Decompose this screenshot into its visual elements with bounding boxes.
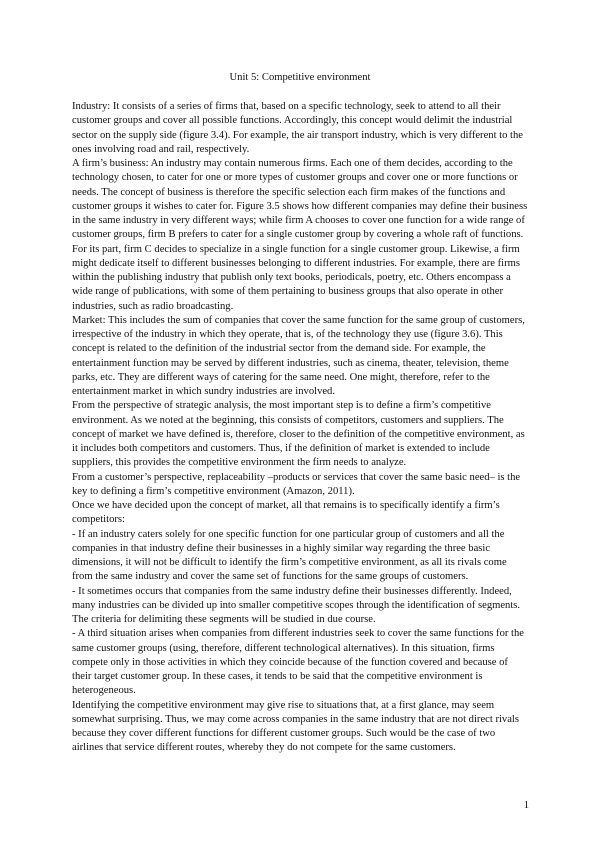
document-body bbox=[72, 100, 528, 756]
page-title: Unit 5: Competitive environment bbox=[229, 72, 371, 83]
paragraph-firms-business: A firm’s business: An industry may contain numerous firms. Each one of them decides, according to the technology chosen, to cater for one or more types of customer groups and cover one or more functions or needs. The concept of business is therefore the specific selection each firm makes of the functions and customer groups it wishes to cater for. Figure 3.5 shows how different companies may define their business in the same industry in very different ways; while firm A chooses to cover one function for a wide range of customer groups, firm B prefers to cater for a single customer group by covering a whole raft of functions. For its part, firm C decides to specialize in a single function for a single customer group. Likewise, a firm might dedicate itself to different businesses belonging to different industries. For example, there are firms within the publishing industry that publish only text books, periodicals, poetry, etc. Others encompass a wide range of publications, with some of them pertaining to business groups that also operate in other industries, such as radio broadcasting. bbox=[72, 158, 528, 312]
paragraph-strategic-analysis: From the perspective of strategic analysis, the most important step is to define a firm’s competitive environment. As we noted at the beginning, this consists of competitors, customers and suppliers. The concept of market we have defined is, therefore, closer to the definition of the competitive environment, as it includes both competitors and customers. Thus, if the definition of market is extended to include suppliers, this provides the competitive environment the firm needs to analyze. bbox=[72, 400, 525, 469]
paragraph-customer-perspective: From a customer’s perspective, replaceability –products or services that cover the same basic need– is the key to defining a firm’s competitive environment (Amazon, 2011). bbox=[72, 471, 521, 497]
paragraph-identify-competitors: Once we have decided upon the concept of market, all that remains is to specifically identify a firm’s competitors: bbox=[72, 500, 500, 526]
list-item-segments: - It sometimes occurs that companies from the same industry define their businesses differently. Indeed, many industries can be divided up into smaller competitive scopes through the identification of segments. The criteria for delimiting these segments will be studied in due course. bbox=[72, 585, 521, 625]
paragraph-surprising-situations: Identifying the competitive environment may give rise to situations that, at a first glance, may seem somewhat surprising. Thus, we may come across companies in the same industry that are not direct rivals because they cover different functions for different customer groups. Such would be the case of two airlines that service different routes, whereby they do not compete for the same customers. bbox=[72, 699, 519, 754]
paragraph-industry: Industry: It consists of a series of firms that, based on a specific technology, seek to attend to all their customer groups and cover all possible functions. Accordingly, this concept would delimit the industrial sector on the supply side (figure 3.4). For example, the air transport industry, which is very different to the ones involving road and rail, respectively. bbox=[72, 101, 524, 155]
list-item-different-industries: - A third situation arises when companies from different industries seek to cover the same functions for the same customer groups (using, therefore, different technological alternatives). In this situation, firms compete only in those activities in which they coincide because of the function covered and because of their target customer group. In these cases, it tends to be said that the competitive environment is heterogeneous. bbox=[72, 628, 524, 697]
list-item-single-function: - If an industry caters solely for one specific function for one particular group of customers and all the companies in that industry define their businesses in a highly similar way regarding the three basic dimensions, it will not be difficult to identify the firm’s competitive environment, as all its rivals come from the same industry and cover the same set of functions for the same groups of customers. bbox=[72, 528, 507, 583]
paragraph-market: Market: This includes the sum of companies that cover the same function for the same group of customers, irrespective of the industry in which they operate, that is, of the technology they use (figure 3.6). This concept is related to the definition of the industrial sector from the demand side. For example, the entertainment function may be served by different industries, such as cinema, theater, television, theme parks, etc. They are different ways of catering for the same need. One might, therefore, refer to the entertainment market in which sundry industries are involved. bbox=[72, 314, 525, 397]
page-number: 1 bbox=[523, 800, 529, 811]
